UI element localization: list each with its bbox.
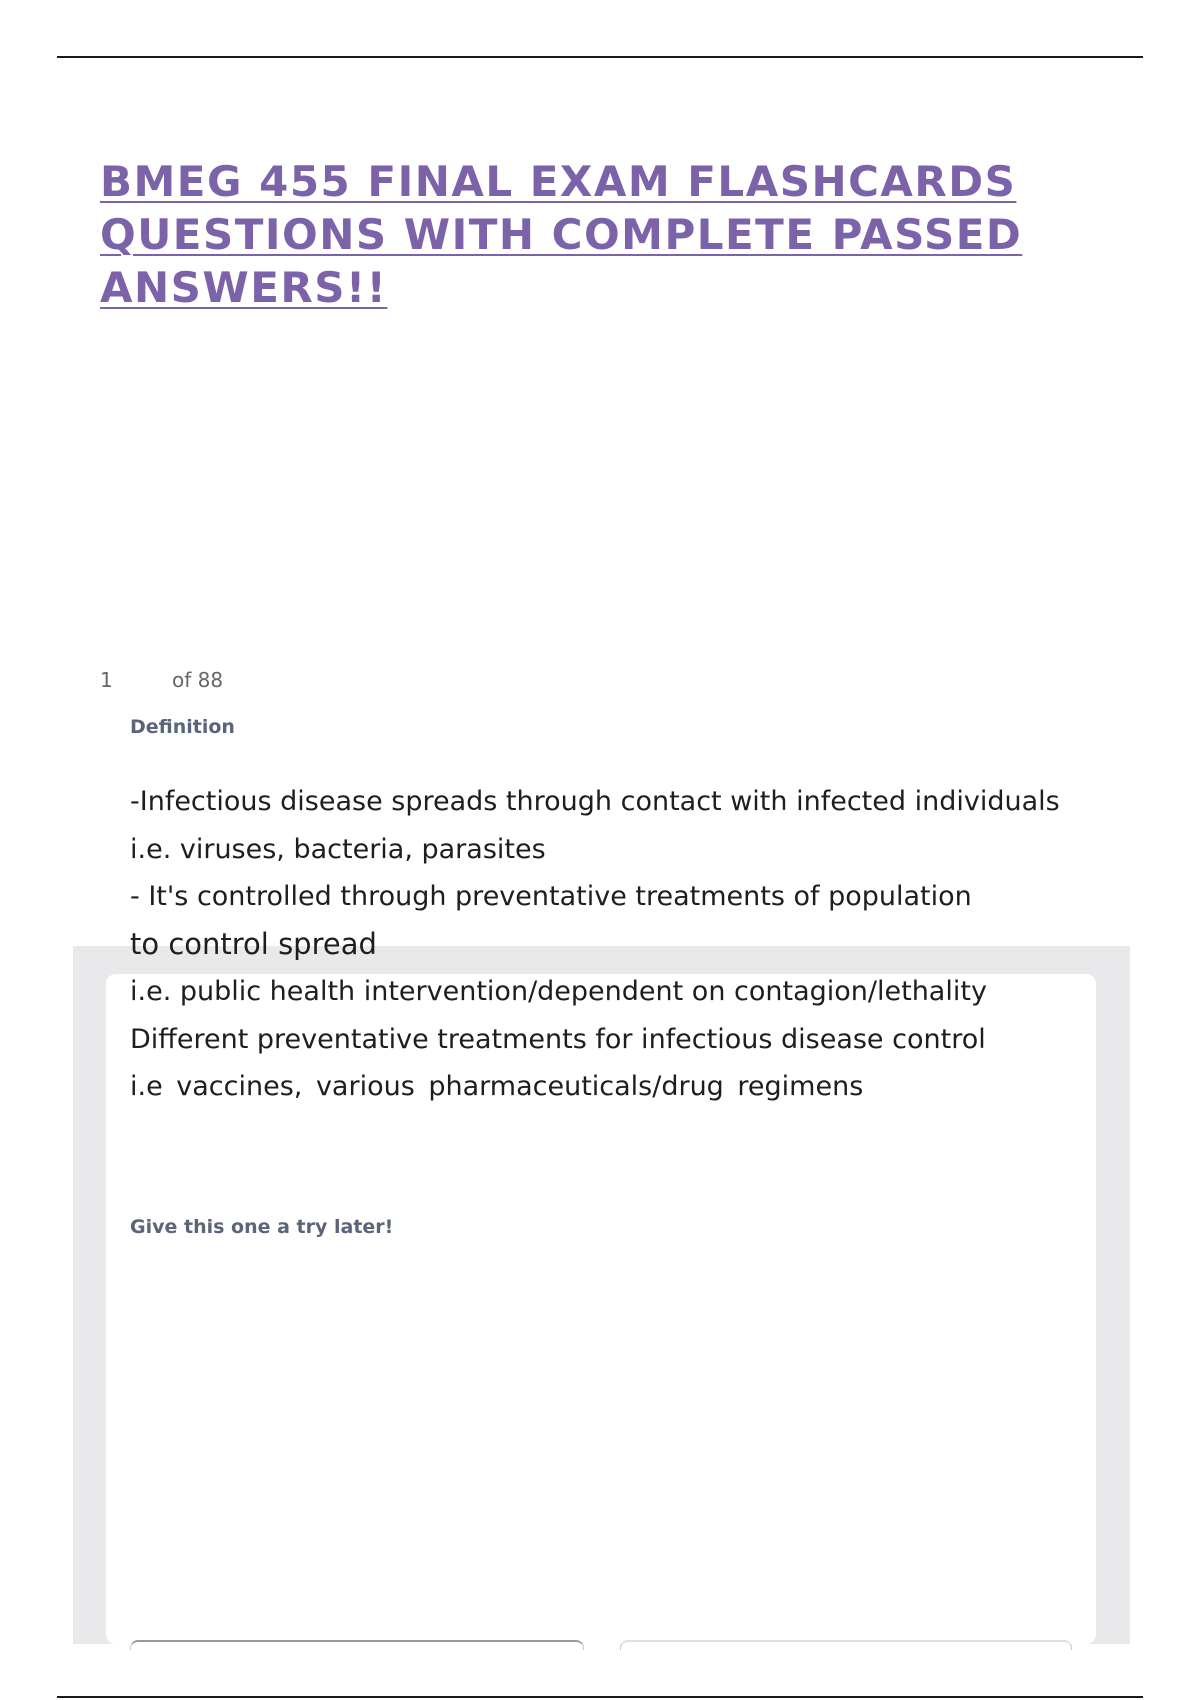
card-counter-current: 1 bbox=[100, 668, 113, 692]
bottom-rule bbox=[57, 1696, 1143, 1698]
definition-line: Different preventative treatments for infectious disease control bbox=[130, 1023, 986, 1055]
definition-line: -Infectious disease spreads through contact with infected individuals bbox=[130, 786, 1060, 817]
card-counter bbox=[100, 668, 223, 692]
definition-text bbox=[130, 778, 1090, 1111]
definition-label: Definition bbox=[130, 716, 235, 738]
document-title: BMEG 455 FINAL EXAM FLASHCARDS QUESTIONS WITH COMPLETE PASSED ANSWERS!! bbox=[100, 157, 1023, 312]
top-rule bbox=[57, 56, 1143, 58]
card-counter-total: of 88 bbox=[172, 668, 224, 692]
definition-line: i.e vaccines, various pharmaceuticals/drug regimens bbox=[130, 1071, 864, 1102]
definition-line: i.e. public health intervention/dependent on contagion/lethality bbox=[130, 976, 987, 1007]
answer-option-right[interactable] bbox=[620, 1640, 1072, 1650]
answer-option-left[interactable] bbox=[130, 1640, 584, 1650]
definition-line: i.e. viruses, bacteria, parasites bbox=[130, 833, 546, 865]
try-later-label: Give this one a try later! bbox=[130, 1216, 394, 1238]
definition-line: to control spread bbox=[130, 926, 377, 961]
definition-line: - It's controlled through preventative treatments of population bbox=[130, 881, 972, 912]
